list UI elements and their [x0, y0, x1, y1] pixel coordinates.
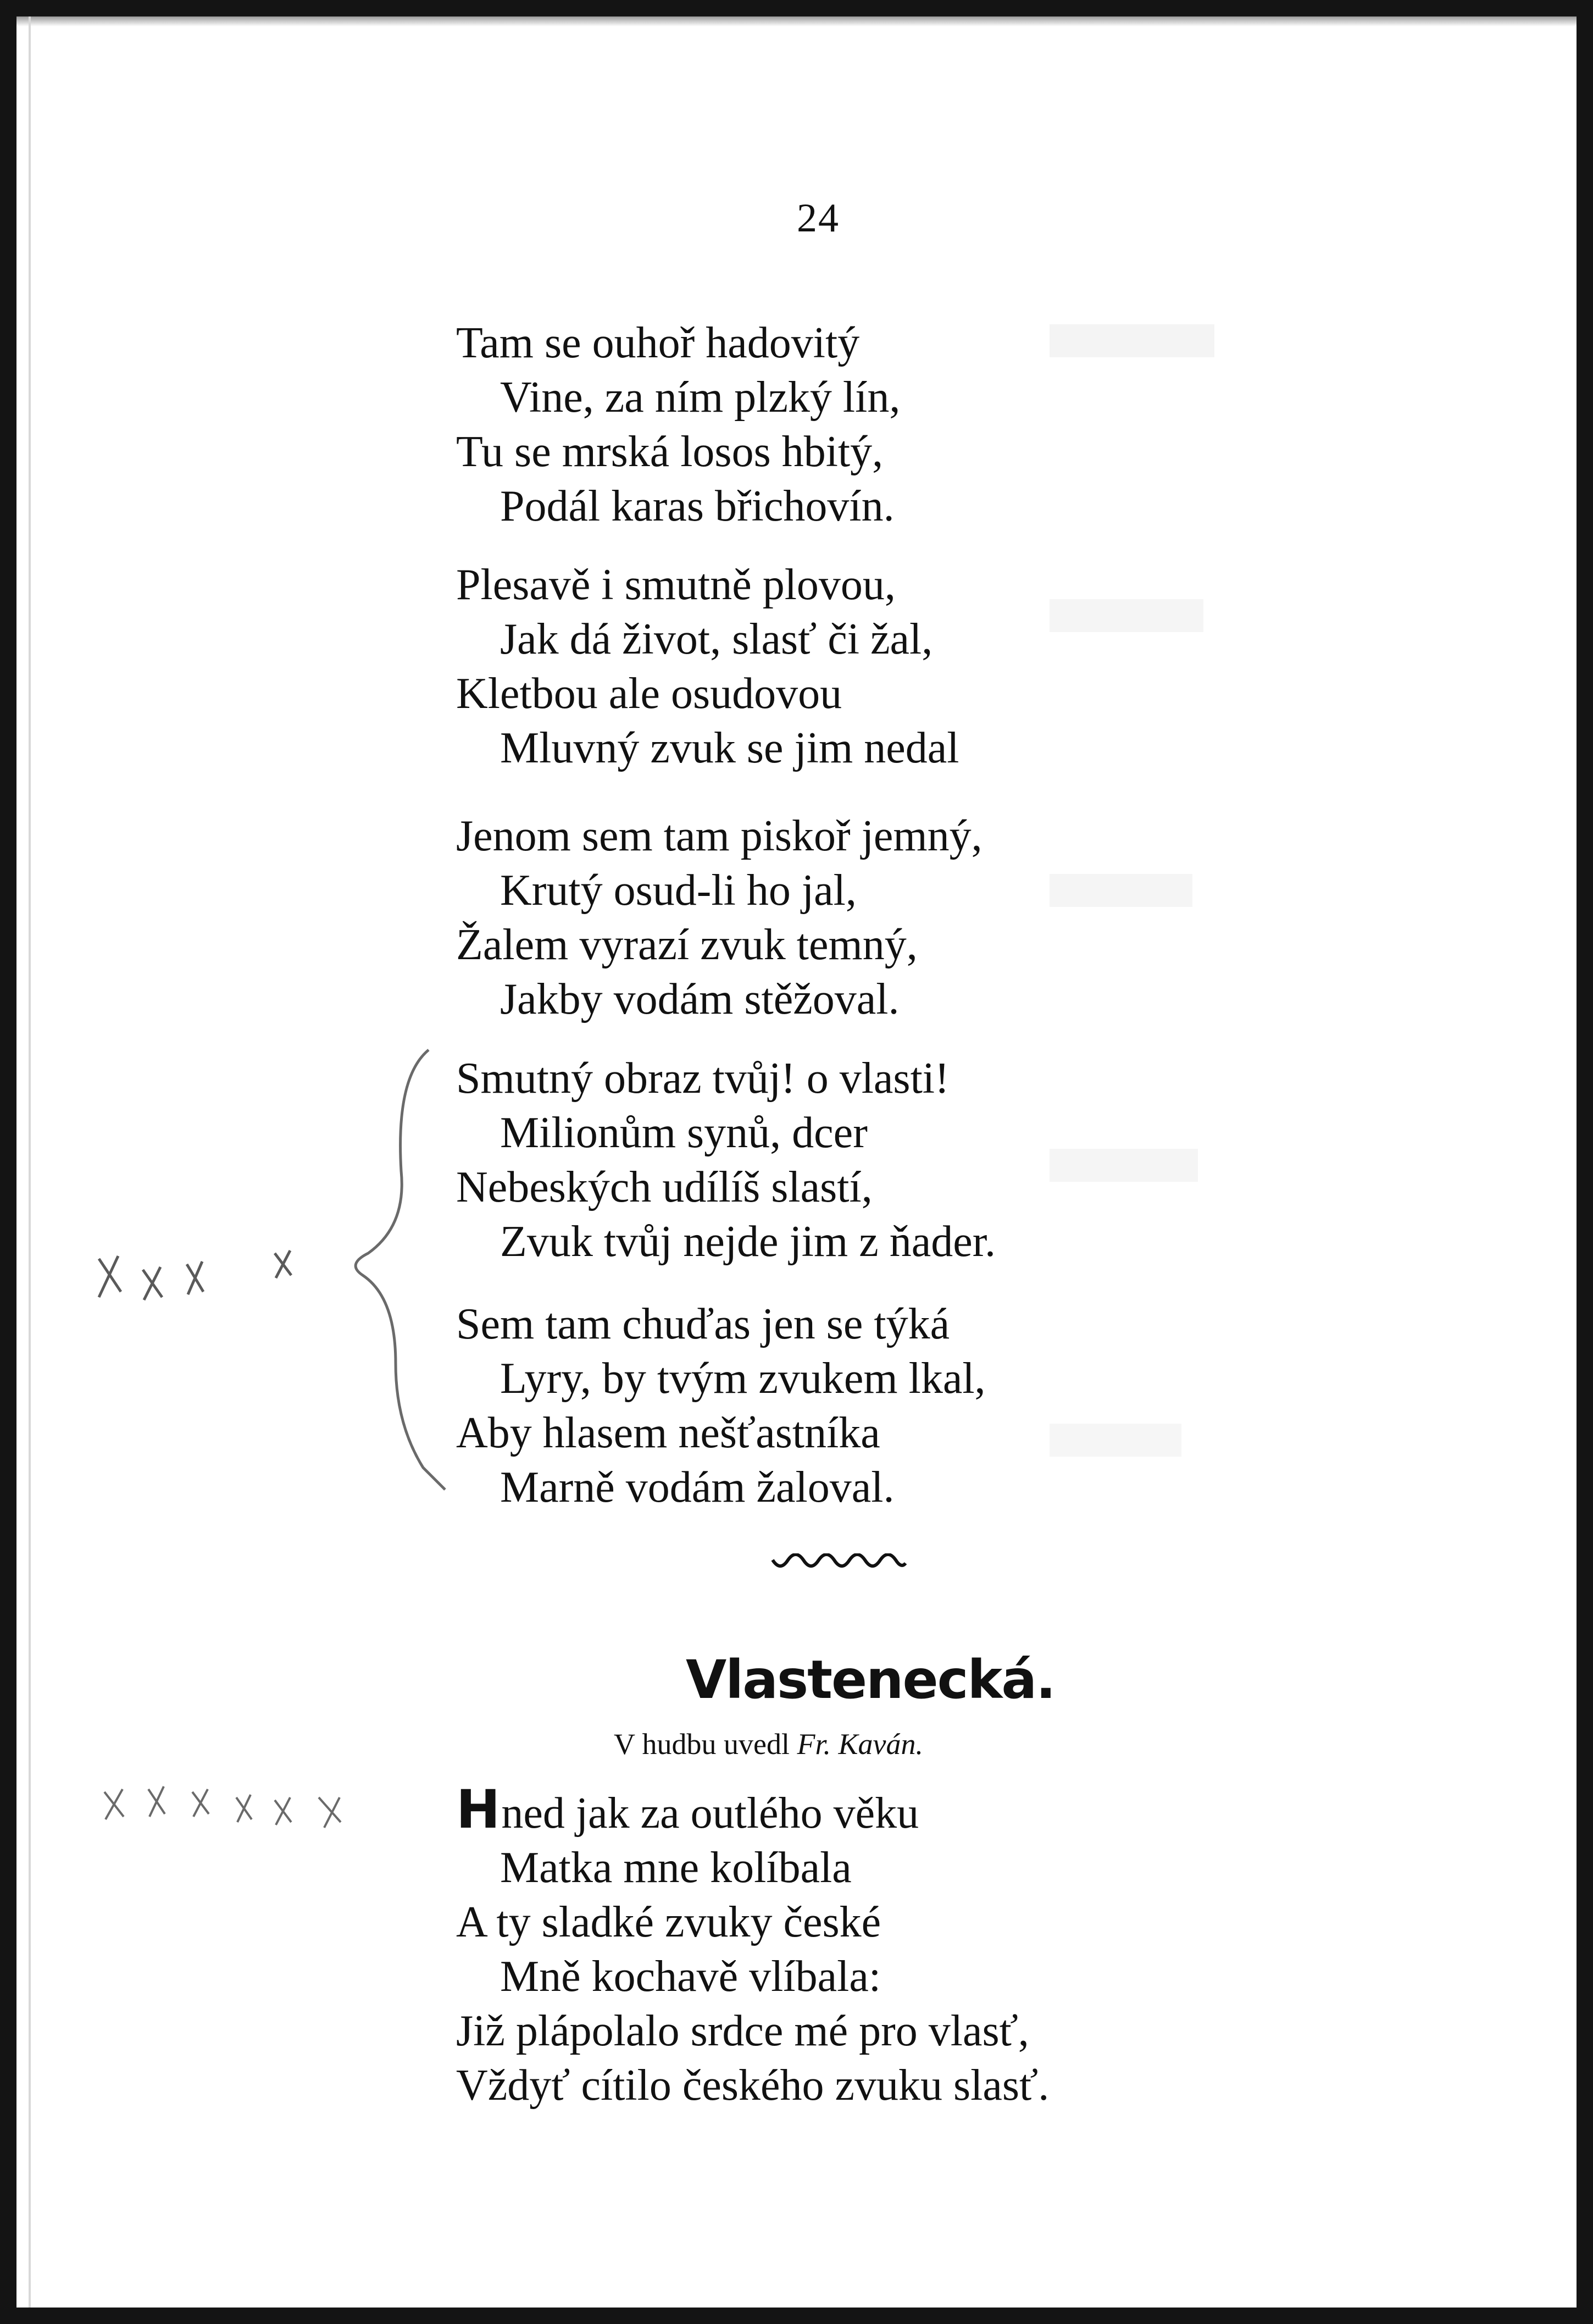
verse-line: Tu se mrská losos hbitý,: [456, 428, 884, 476]
verse-line-first: [456, 1779, 1225, 1841]
verse-line: Krutý osud-li ho jal,: [500, 866, 857, 915]
pencil-annotations: [16, 16, 456, 1885]
first-line-rest: ned jak za outlého věku: [501, 1789, 919, 1838]
verse-line: Sem tam chuďas jen se týká: [456, 1300, 950, 1348]
stanza-3: [456, 809, 1225, 1027]
verse-line: Smutný obraz tvůj! o vlasti!: [456, 1054, 950, 1103]
verse-line: Jak dá život, slasť či žal,: [500, 615, 933, 663]
verse-line: Jenom sem tam piskoř jemný,: [456, 812, 983, 860]
verse-line: Vine, za ním plzký lín,: [500, 373, 901, 422]
book-page: [16, 16, 1577, 2308]
verse-line: Aby hlasem nešťastníka: [456, 1409, 880, 1457]
verse-line: Kletbou ale osudovou: [456, 669, 842, 718]
drop-cap: H: [456, 1779, 501, 1840]
pencil-x-marks-lower: [104, 1786, 341, 1828]
verse-line: Nebeských udílíš slastí,: [456, 1163, 873, 1211]
verse-line: Již plápolalo srdce mé pro vlasť,: [456, 2007, 1029, 2055]
verse-line: Mně kochavě vlíbala:: [500, 1952, 881, 2001]
verse-line: Matka mne kolíbala: [500, 1844, 852, 1892]
verse-line: A ty sladké zvuky české: [456, 1898, 881, 1946]
subtitle-prefix: V hudbu uvedl: [614, 1728, 790, 1761]
verse-line: Marně vodám žaloval.: [500, 1463, 895, 1512]
pencil-x-marks-upper: [99, 1250, 291, 1300]
song-title: Vlastenecká.: [686, 1649, 1055, 1711]
wavy-ornament-divider: [770, 1553, 908, 1575]
page-number: 24: [797, 196, 840, 241]
verse-line: Lyry, by tvým zvukem lkal,: [500, 1354, 986, 1403]
verse-line: Tam se ouhoř hadovitý: [456, 319, 860, 367]
verse-line: Vždyť cítilo českého zvuku slasť.: [456, 2061, 1050, 2110]
stanza-1: [456, 316, 1225, 534]
verse-line: Plesavě i smutně plovou,: [456, 561, 896, 609]
stanza-5: [456, 1297, 1225, 1515]
stanza-2: [456, 558, 1225, 776]
verse-line: Žalem vyrazí zvuk temný,: [456, 921, 918, 969]
pencil-brace-mark: [356, 1050, 445, 1490]
subtitle-author: Fr. Kaván.: [797, 1728, 923, 1761]
verse-line: Jakby vodám stěžoval.: [500, 975, 900, 1023]
song-stanza: [456, 1779, 1225, 2113]
verse-line: Podál karas břichovín.: [500, 482, 895, 530]
verse-line: Mluvný zvuk se jim nedal: [500, 724, 959, 772]
verse-line: Milionům synů, dcer: [500, 1109, 868, 1157]
song-subtitle: [614, 1727, 923, 1761]
stanza-4: [456, 1052, 1225, 1269]
verse-line: Zvuk tvůj nejde jim z ňader.: [500, 1218, 996, 1266]
